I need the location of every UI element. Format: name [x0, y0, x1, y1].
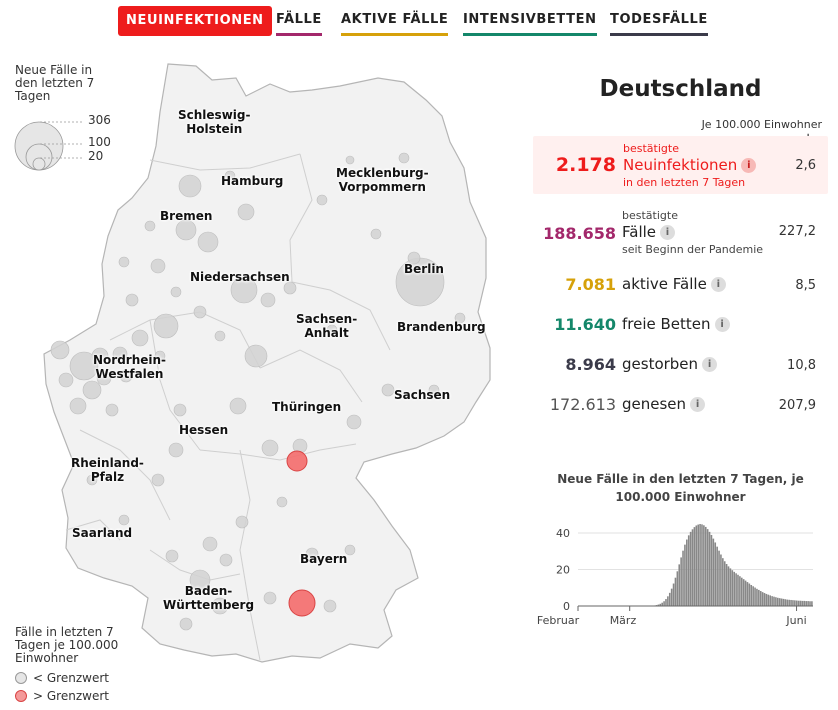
- chart-bar: [764, 593, 766, 606]
- chart-bar: [694, 527, 696, 606]
- chart-bar: [754, 588, 756, 606]
- chart-bar: [777, 598, 779, 606]
- stat-per100k: 8,5: [795, 278, 816, 293]
- stat-per100k: 10,8: [787, 358, 816, 373]
- stat-gestorben: [533, 353, 828, 377]
- chart-bar: [762, 592, 764, 606]
- chart-bar: [800, 601, 802, 606]
- chart-bar: [786, 600, 788, 606]
- stat-label-text: freie Betten: [622, 315, 711, 333]
- chart-bar: [669, 593, 671, 606]
- y-tick-label: 40: [556, 526, 570, 540]
- stat-aktive-faelle: [533, 273, 828, 297]
- stat-label-text: Neuinfektionen: [623, 156, 738, 174]
- stat-neuinfektionen: [533, 136, 828, 194]
- info-icon[interactable]: i: [711, 277, 726, 292]
- chart-bar: [747, 582, 749, 606]
- chart-title: Neue Fälle in den letzten 7 Tagen, je 100.000 Einwohner: [557, 472, 804, 504]
- germany-map: [0, 50, 540, 710]
- chart-bar: [735, 573, 737, 606]
- stat-label: [622, 355, 717, 373]
- stat-per100k: 207,9: [778, 398, 816, 413]
- metric-tabs: [0, 6, 838, 36]
- label-hessen: Hessen: [179, 423, 229, 437]
- chart-bar: [667, 596, 669, 606]
- chart-bar: [684, 545, 686, 606]
- color-legend-below: < Grenzwert: [33, 671, 109, 685]
- chart-bar: [752, 586, 754, 606]
- chart-bar: [758, 590, 760, 606]
- tab-aktive-faelle[interactable]: AKTIVE FÄLLE: [341, 6, 448, 36]
- size-legend-100: 100: [88, 135, 111, 149]
- x-tick-label: Februar: [536, 614, 580, 627]
- label-hamburg: Hamburg: [221, 174, 284, 188]
- stat-label-text: Fälle: [622, 223, 657, 241]
- label-bayern: Bayern: [300, 552, 348, 566]
- stat-label: [622, 223, 763, 242]
- chart-bar: [671, 589, 673, 606]
- chart-bar: [726, 564, 728, 606]
- chart-bar: [673, 584, 675, 606]
- chart-bar: [804, 601, 806, 606]
- info-icon[interactable]: i: [702, 357, 717, 372]
- chart-bar: [771, 596, 773, 606]
- label-berlin: Berlin: [404, 262, 444, 276]
- size-legend-306: 306: [88, 113, 111, 127]
- chart-bar: [697, 525, 699, 606]
- stat-label: [622, 315, 730, 333]
- info-icon[interactable]: i: [715, 317, 730, 332]
- chart-bar: [809, 601, 811, 606]
- size-legend-title: Neue Fälle in den letzten 7 Tagen: [15, 63, 95, 103]
- tab-faelle[interactable]: FÄLLE: [276, 6, 322, 36]
- chart-bar: [714, 542, 716, 606]
- label-mecklenburg-vorpommern: Mecklenburg- Vorpommern: [336, 166, 429, 194]
- stat-value: 188.658: [543, 224, 616, 243]
- chart-bar: [749, 584, 751, 606]
- chart-bar: [769, 595, 771, 606]
- stat-freie-betten: [533, 313, 828, 337]
- stat-value: 2.178: [555, 154, 616, 176]
- stat-post: seit Beginn der Pandemie: [622, 243, 764, 256]
- stat-label-text: genesen: [622, 395, 687, 413]
- stat-post: in den letzten 7 Tagen: [623, 176, 746, 189]
- stat-pre: bestätigte: [622, 209, 678, 222]
- chart-bar: [741, 578, 743, 606]
- stat-genesen: [533, 393, 828, 417]
- chart-bar: [790, 600, 792, 606]
- tab-todesfaelle[interactable]: TODESFÄLLE: [610, 6, 708, 36]
- label-saarland: Saarland: [72, 526, 133, 540]
- tab-neuinfektionen[interactable]: NEUINFEKTIONEN: [118, 6, 272, 36]
- chart-bar: [692, 529, 694, 606]
- chart-bar: [811, 601, 813, 606]
- info-icon[interactable]: i: [741, 158, 756, 173]
- chart-bar: [699, 524, 701, 606]
- chart-bar: [732, 570, 734, 606]
- stat-value: 172.613: [549, 395, 616, 414]
- stat-label: [622, 395, 705, 413]
- stat-value: 8.964: [565, 355, 616, 374]
- chart-bar: [690, 532, 692, 606]
- chart-bar: [663, 601, 665, 606]
- label-rheinland-pfalz: Rheinland- Pfalz: [71, 456, 144, 484]
- chart-bar: [775, 597, 777, 606]
- legend-above-marker: [16, 691, 27, 702]
- chart-bar: [711, 535, 713, 606]
- chart-bar: [709, 532, 711, 606]
- stat-label-block: [622, 208, 763, 257]
- chart-bar: [720, 555, 722, 606]
- chart-bar: [737, 575, 739, 606]
- x-tick-label: März: [609, 614, 637, 627]
- chart-bar: [796, 601, 798, 606]
- tab-intensivbetten[interactable]: INTENSIVBETTEN: [463, 6, 597, 36]
- chart-bar: [728, 566, 730, 606]
- label-baden-wuerttemberg: Baden- Württemberg: [163, 584, 255, 612]
- chart-bar: [756, 589, 758, 606]
- chart-bar: [766, 594, 768, 606]
- stat-label-block: [623, 141, 756, 190]
- stat-faelle: [533, 206, 828, 258]
- chart-bar: [733, 572, 735, 606]
- chart-bar: [794, 600, 796, 606]
- stat-pre: bestätigte: [623, 142, 679, 155]
- chart-bar: [722, 558, 724, 606]
- chart-bar: [768, 595, 770, 606]
- chart-bar: [745, 581, 747, 606]
- chart-bar: [730, 568, 732, 606]
- info-icon[interactable]: i: [690, 397, 705, 412]
- label-bremen: Bremen: [160, 209, 213, 223]
- y-tick-label: 20: [556, 563, 570, 577]
- y-tick-label: 0: [563, 600, 570, 613]
- chart-bar: [675, 578, 677, 606]
- chart-bar: [677, 571, 679, 606]
- label-schleswig-holstein: Schleswig- Holstein: [178, 108, 251, 136]
- germany-map-svg: [0, 50, 540, 710]
- chart-bar: [665, 599, 667, 606]
- label-nordrhein-westfalen: Nordrhein- Westfalen: [93, 353, 167, 381]
- stat-per100k: 2,6: [795, 158, 816, 173]
- chart-bar: [716, 547, 718, 606]
- chart-bar: [701, 524, 703, 606]
- stat-label-text: aktive Fälle: [622, 275, 707, 293]
- chart-bar: [713, 539, 715, 606]
- chart-bar: [705, 527, 707, 606]
- chart-bar: [783, 599, 785, 606]
- chart-bar: [724, 561, 726, 606]
- chart-bar: [792, 600, 794, 606]
- chart-bar: [688, 535, 690, 606]
- label-sachsen: Sachsen: [394, 388, 451, 402]
- chart-bar: [718, 551, 720, 606]
- chart-bar: [781, 599, 783, 606]
- chart-bar: [760, 591, 762, 606]
- label-thueringen: Thüringen: [272, 400, 342, 414]
- chart-bar: [686, 540, 688, 606]
- chart-bar: [773, 597, 775, 606]
- chart-bar: [678, 564, 680, 606]
- stat-label: [623, 156, 756, 175]
- stat-value: 7.081: [565, 275, 616, 294]
- chart-bar: [805, 601, 807, 606]
- chart-bar: [680, 557, 682, 606]
- stat-label-text: gestorben: [622, 355, 699, 373]
- region-title: Deutschland: [599, 76, 762, 102]
- per-100k-label: Je 100.000 Einwohner: [701, 118, 822, 131]
- label-niedersachsen: Niedersachsen: [190, 270, 290, 284]
- chart-bar: [750, 585, 752, 606]
- x-tick-label: Juni: [786, 614, 807, 627]
- label-brandenburg: Brandenburg: [397, 320, 486, 334]
- stat-per100k: 227,2: [778, 224, 816, 239]
- chart-bar: [696, 525, 698, 606]
- chart-bar: [743, 579, 745, 606]
- size-legend-circles: [15, 122, 63, 170]
- incidence-chart: [533, 510, 828, 670]
- chart-bar: [739, 576, 741, 606]
- size-legend-20: 20: [88, 149, 104, 163]
- chart-bar: [779, 598, 781, 606]
- chart-bar: [788, 600, 790, 606]
- chart-bar: [785, 599, 787, 606]
- chart-bar: [703, 525, 705, 606]
- label-sachsen-anhalt: Sachsen- Anhalt: [296, 312, 358, 340]
- chart-bar: [802, 601, 804, 606]
- stat-label: [622, 275, 726, 293]
- chart-bar: [798, 601, 800, 606]
- info-icon[interactable]: i: [660, 225, 675, 240]
- color-legend-above: > Grenzwert: [33, 689, 109, 703]
- chart-bar: [682, 551, 684, 606]
- legend-below-marker: [16, 673, 27, 684]
- color-legend-title: Fälle in letzten 7 Tagen je 100.000 Einwohner: [15, 625, 119, 665]
- stat-value: 11.640: [554, 315, 616, 334]
- chart-bar: [707, 529, 709, 606]
- chart-bar: [807, 601, 809, 606]
